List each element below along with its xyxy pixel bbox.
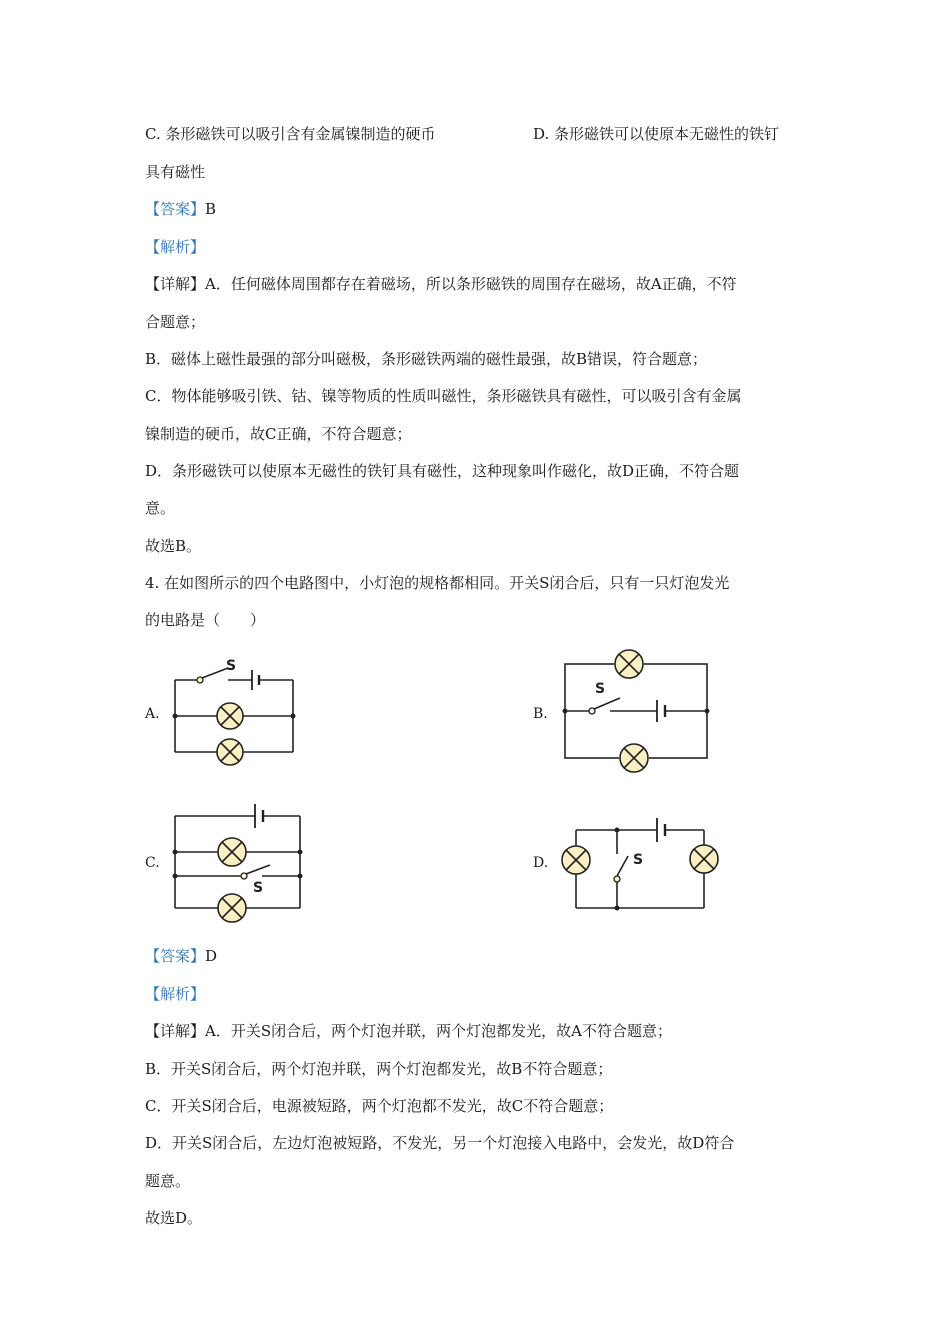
answer-value: B xyxy=(205,200,217,218)
q3-detail-c-continued: 镍制造的硬币，故C正确，不符合题意； xyxy=(145,425,412,443)
detail-text: A．任何磁体周围都存在着磁场，所以条形磁铁的周围存在磁场，故A正确，不符 xyxy=(205,275,737,293)
switch-label: S xyxy=(253,880,264,896)
switch-label: S xyxy=(595,681,606,697)
q3-detail-a-continued: 合题意； xyxy=(145,313,206,331)
detail-tag: 【详解】 xyxy=(145,1022,206,1040)
q4-stem: 4. 在如图所示的四个电路图中，小灯泡的规格都相同。开关S闭合后，只有一只灯泡发光 xyxy=(145,574,730,592)
q3-analysis-tag: 【解析】 xyxy=(145,238,206,256)
switch-label: S xyxy=(633,852,644,868)
q4-detail-a xyxy=(145,1021,672,1041)
q3-option-d-continued: 具有磁性 xyxy=(145,163,206,181)
circuit-b-label: B. xyxy=(533,706,548,722)
q3-detail-d: D．条形磁铁可以使原本无磁性的铁钉具有磁性，这种现象叫作磁化，故D正确，不符合题 xyxy=(145,462,740,480)
q3-option-c: C. 条形磁铁可以吸引含有金属镍制造的硬币 xyxy=(145,125,436,143)
circuit-d-label: D. xyxy=(533,855,549,871)
q4-conclusion: 故选D。 xyxy=(145,1209,203,1227)
bulb-icon xyxy=(690,845,718,873)
q4-detail-b: B．开关S闭合后，两个灯泡并联，两个灯泡都发光，故B不符合题意； xyxy=(145,1060,613,1078)
q3-conclusion: 故选B。 xyxy=(145,537,202,555)
answer-tag: 【答案】 xyxy=(145,200,206,218)
detail-tag: 【详解】 xyxy=(145,275,206,293)
q4-detail-c: C．开关S闭合后，电源被短路，两个灯泡都不发光，故C不符合题意； xyxy=(145,1097,614,1115)
q3-detail-c: C．物体能够吸引铁、钴、镍等物质的性质叫磁性，条形磁铁具有磁性，可以吸引含有金属 xyxy=(145,387,742,405)
bulb-icon xyxy=(562,846,590,874)
answer-tag: 【答案】 xyxy=(145,947,206,965)
q4-stem-continued: 的电路是（ ） xyxy=(145,611,266,629)
switch-label: S xyxy=(226,658,237,674)
q3-detail-d-continued: 意。 xyxy=(145,499,176,517)
q3-option-d: D. 条形磁铁可以使原本无磁性的铁钉 xyxy=(533,125,780,143)
circuit-a-label: A. xyxy=(145,706,160,722)
q4-detail-d: D．开关S闭合后，左边灯泡被短路，不发光，另一个灯泡接入电路中，会发光，故D符合 xyxy=(145,1134,735,1152)
q4-detail-d-continued: 题意。 xyxy=(145,1172,191,1190)
q3-detail-b: B．磁体上磁性最强的部分叫磁极，条形磁铁两端的磁性最强，故B错误，符合题意； xyxy=(145,350,708,368)
q4-analysis-tag: 【解析】 xyxy=(145,985,206,1003)
q4-answer xyxy=(145,946,217,966)
circuit-c-label: C. xyxy=(145,855,160,871)
detail-text: A．开关S闭合后，两个灯泡并联，两个灯泡都发光，故A不符合题意； xyxy=(205,1022,672,1040)
switch-pivot-icon xyxy=(614,876,620,882)
answer-value: D xyxy=(205,947,218,965)
